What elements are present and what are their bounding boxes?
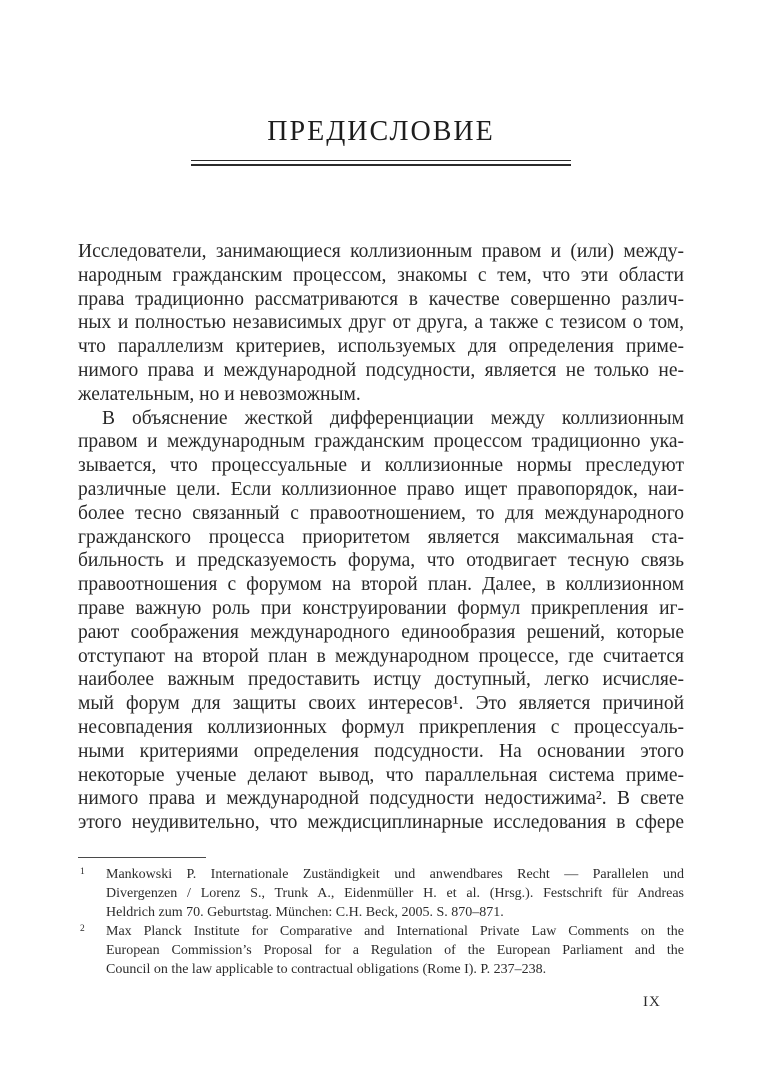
- footnote-line: Max Planck Institute for Comparative and International Private Law Comments on the: [106, 923, 684, 939]
- footnote: [78, 922, 684, 979]
- body-text: [78, 240, 684, 835]
- footnote-line: Council on the law applicable to contractual obligations (Rome I). P. 237–238.: [106, 961, 547, 977]
- text-line: гражданского процесса приоритетом является максимальная ста-: [78, 526, 684, 548]
- chapter-title: ПРЕДИСЛОВИЕ: [267, 116, 495, 147]
- footnote-separator: [78, 857, 206, 858]
- footnote-line: Heldrich zum 70. Geburtstag. München: C.H. Beck, 2005. S. 870–871.: [106, 904, 504, 920]
- text-line: этого неудивительно, что междисциплинарные исследования в сфере: [78, 812, 684, 834]
- text-line: что параллелизм критериев, используемых для определения приме-: [78, 336, 684, 358]
- footnote: [78, 865, 684, 922]
- footnote-line: Divergenzen / Lorenz S., Trunk A., Eidenmüller H. et al. (Hrsg.). Festschrift für Andreas: [106, 885, 684, 901]
- text-line: правоотношения с форумом на второй план. Далее, в коллизионном: [78, 574, 684, 596]
- footnote-marker: 2: [80, 923, 85, 934]
- text-line: ных и полностью независимых друг от друга, а также с тезисом о том,: [78, 312, 684, 334]
- text-line: наиболее важным предоставить истцу доступный, легко исчисляе-: [78, 669, 684, 691]
- text-line: нимого права и международной подсудности недостижима². В свете: [78, 788, 684, 810]
- text-line: ными критериями определения подсудности. На основании этого: [78, 740, 684, 762]
- footnote-line: European Commission’s Proposal for a Regulation of the European Parliament and the: [106, 942, 684, 958]
- paragraph: [78, 240, 684, 407]
- text-line: права традиционно рассматриваются в качестве совершенно различ-: [78, 288, 684, 310]
- text-line: бильность и предсказуемость форума, что отодвигает тесную связь: [78, 550, 684, 572]
- text-line: различные цели. Если коллизионное право ищет правопорядок, наи-: [78, 478, 684, 500]
- page-number: IX: [643, 994, 661, 1010]
- text-line: В объяснение жесткой дифференциации между коллизионным: [102, 407, 684, 429]
- title-double-rule: [191, 160, 571, 166]
- text-line: мый форум для защиты своих интересов¹. Это является причиной: [78, 693, 684, 715]
- footnote-marker: 1: [80, 866, 85, 877]
- text-line: желательным, но и невозможным.: [78, 383, 361, 405]
- text-line: правом и международным гражданским процессом традиционно ука-: [78, 431, 684, 453]
- text-line: зывается, что процессуальные и коллизионные нормы преследуют: [78, 455, 684, 477]
- text-line: нимого права и международной подсудности, является не только не-: [78, 359, 684, 381]
- text-line: народным гражданским процессом, знакомы с тем, что эти области: [78, 264, 684, 286]
- text-line: более тесно связанный с правоотношением, то для международного: [78, 502, 684, 524]
- footnote-line: Mankowski P. Internationale Zuständigkeit und anwendbares Recht — Parallelen und: [106, 866, 684, 882]
- text-line: отступают на второй план в международном процессе, где считается: [78, 645, 684, 667]
- text-line: Исследователи, занимающиеся коллизионным правом и (или) между-: [78, 241, 684, 262]
- text-line: праве важную роль при конструировании формул прикрепления иг-: [78, 597, 684, 619]
- content-column: [78, 0, 684, 979]
- paragraph: [78, 407, 684, 835]
- text-line: некоторые ученые делают вывод, что параллельная система приме-: [78, 764, 684, 786]
- text-line: несовпадения коллизионных формул прикрепления с процессуаль-: [78, 716, 684, 738]
- footnotes: [78, 865, 684, 979]
- text-line: рают соображения международного единообразия решений, которые: [78, 621, 684, 643]
